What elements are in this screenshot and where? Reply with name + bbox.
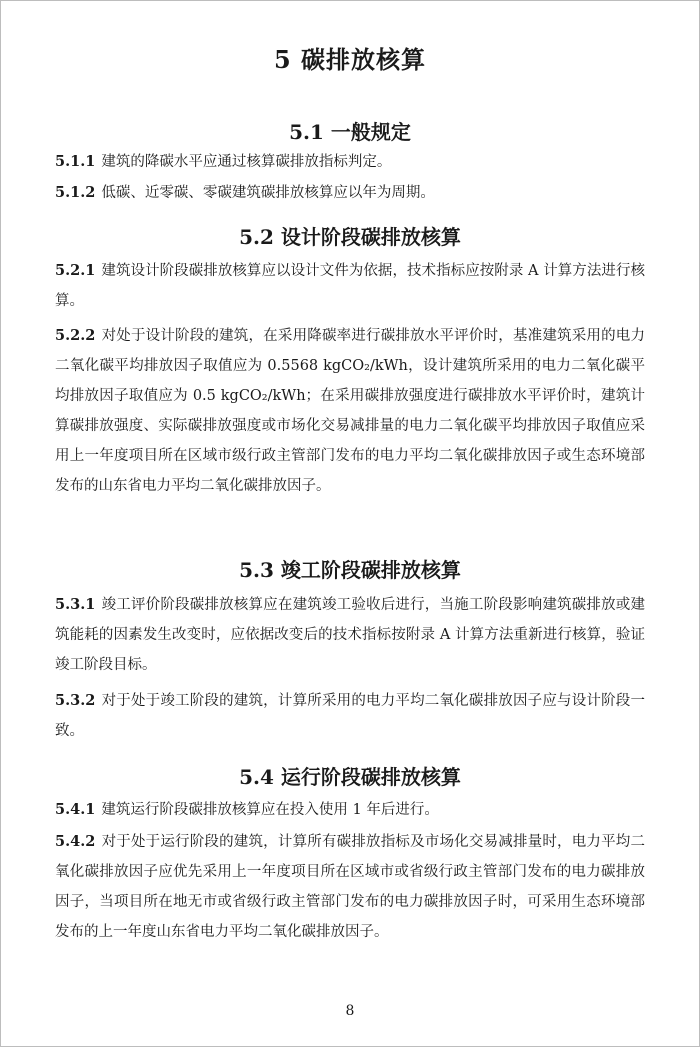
- clause-number: 5.2.1: [55, 262, 96, 279]
- clause-number: 5.3.2: [55, 692, 96, 709]
- clause-5-2-2: [55, 321, 645, 501]
- clause-5-1-2: [55, 178, 645, 208]
- clause-number: 5.4.2: [55, 833, 96, 850]
- section-heading-5-2: 5.2 设计阶段碳排放核算: [239, 225, 461, 249]
- clause-text: 对于处于运行阶段的建筑，计算所有碳排放指标及市场化交易减排量时，电力平均二氧化碳排放因子应优先采用上一年度项目所在区域市或省级行政主管部门发布的电力碳排放因子，当项目所在地无市或省级行政主管部门发布的电力碳排放因子时，可采用生态环境部发布的上一年度山东省电力平均二氧化碳排放因子。: [55, 834, 645, 940]
- section-heading-5-3: 5.3 竣工阶段碳排放核算: [239, 558, 461, 582]
- clause-5-3-2: [55, 686, 645, 746]
- clause-number: 5.1.2: [55, 184, 96, 201]
- clause-5-4-2: [55, 827, 645, 947]
- clause-text: 低碳、近零碳、零碳建筑碳排放核算应以年为周期。: [101, 185, 435, 201]
- clause-number: 5.4.1: [55, 801, 96, 818]
- section-heading-5-1: 5.1 一般规定: [289, 120, 411, 144]
- clause-number: 5.2.2: [55, 327, 96, 344]
- section-heading-5-4: 5.4 运行阶段碳排放核算: [239, 765, 461, 789]
- clause-text: 竣工评价阶段碳排放核算应在建筑竣工验收后进行，当施工阶段影响建筑碳排放或建筑能耗的因素发生改变时，应依据改变后的技术指标按附录 A 计算方法重新进行核算，验证竣工阶段目标。: [55, 597, 645, 673]
- clause-text: 建筑的降碳水平应通过核算碳排放指标判定。: [101, 154, 392, 170]
- clause-number: 5.1.1: [55, 153, 96, 170]
- clause-text: 建筑运行阶段碳排放核算应在投入使用 1 年后进行。: [101, 802, 439, 818]
- clause-text: 对处于设计阶段的建筑，在采用降碳率进行碳排放水平评价时，基准建筑采用的电力二氧化碳平均排放因子取值应为 0.5568 kgCO₂/kWh，设计建筑所采用的电力二氧化碳平均排放因子取值应为 0.5 kgCO₂/kWh；在采用碳排放强度进行碳排放水平评价时，建筑计算碳排放强度、实际碳排放强度或市场化交易减排量的电力二氧化碳平均排放因子取值应采用上一年度项目所在区域市级行政主管部门发布的电力平均二氧化碳排放因子或生态环境部发布的山东省电力平均二氧化碳排放因子。: [55, 328, 645, 494]
- clause-5-2-1: [55, 256, 645, 316]
- clause-5-3-1: [55, 590, 645, 680]
- page-number: 8: [345, 1003, 355, 1019]
- clause-5-4-1: [55, 795, 645, 825]
- clause-5-1-1: [55, 147, 645, 177]
- clause-text: 对于处于竣工阶段的建筑，计算所采用的电力平均二氧化碳排放因子应与设计阶段一致。: [55, 693, 645, 739]
- clause-number: 5.3.1: [55, 596, 96, 613]
- clause-text: 建筑设计阶段碳排放核算应以设计文件为依据，技术指标应按附录 A 计算方法进行核算。: [55, 263, 645, 309]
- chapter-title: 5 碳排放核算: [273, 45, 427, 74]
